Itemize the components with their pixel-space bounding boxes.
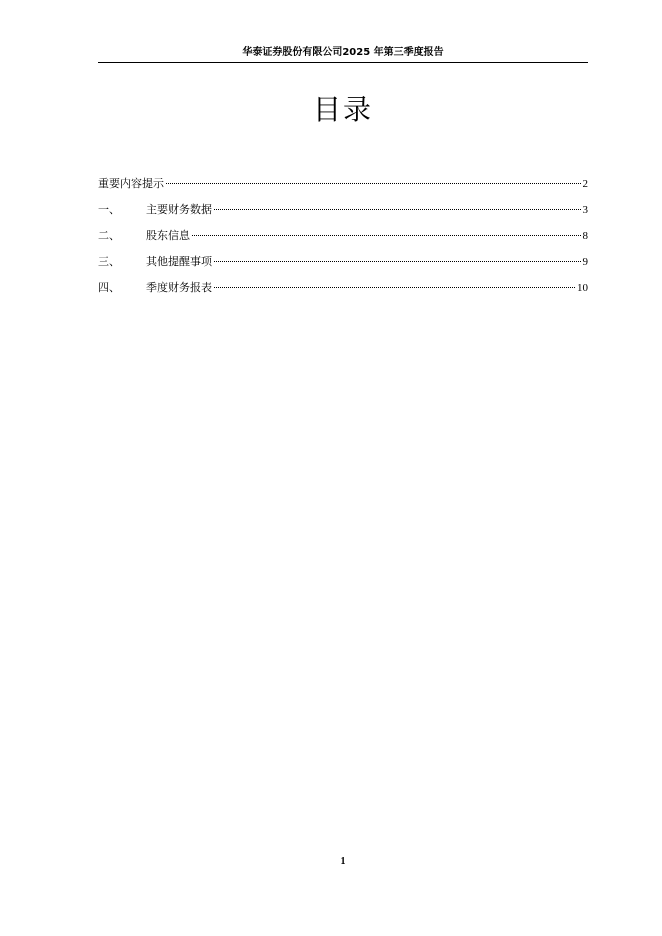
toc-entry-shareholders[interactable] [98, 228, 588, 254]
toc-entry-page: 8 [582, 230, 588, 242]
toc-entry-number: 二、 [98, 229, 120, 242]
toc-entry-label: 股东信息 [146, 229, 190, 242]
toc-entry-page: 10 [577, 282, 588, 294]
toc-dot-leader [214, 261, 581, 262]
toc-entry-label: 主要财务数据 [146, 203, 212, 216]
toc-dot-leader [214, 287, 575, 288]
toc-dot-leader [192, 235, 581, 236]
toc-entry-financial-data[interactable] [98, 202, 588, 228]
table-of-contents [98, 176, 588, 306]
toc-entry-page: 3 [582, 204, 588, 216]
page-title: 目录 [312, 93, 373, 126]
toc-entry-label: 季度财务报表 [146, 281, 212, 294]
toc-dot-leader [214, 209, 581, 210]
toc-entry-page: 9 [582, 256, 588, 268]
toc-entry-label: 其他提醒事项 [146, 255, 212, 268]
toc-entry-other-reminders[interactable] [98, 254, 588, 280]
toc-dot-leader [166, 183, 581, 184]
toc-entry-number: 三、 [98, 255, 120, 268]
toc-entry-financial-statements[interactable] [98, 280, 588, 306]
toc-entry-key-notice[interactable] [98, 176, 588, 202]
toc-entry-number: 一、 [98, 203, 120, 216]
toc-entry-page: 2 [582, 178, 588, 190]
page-number: 1 [340, 856, 346, 867]
toc-entry-number: 四、 [98, 281, 120, 294]
header-text: 华泰证券股份有限公司2025 年第三季度报告 [242, 47, 444, 58]
toc-entry-label: 重要内容提示 [98, 177, 164, 190]
page-header [98, 46, 588, 63]
